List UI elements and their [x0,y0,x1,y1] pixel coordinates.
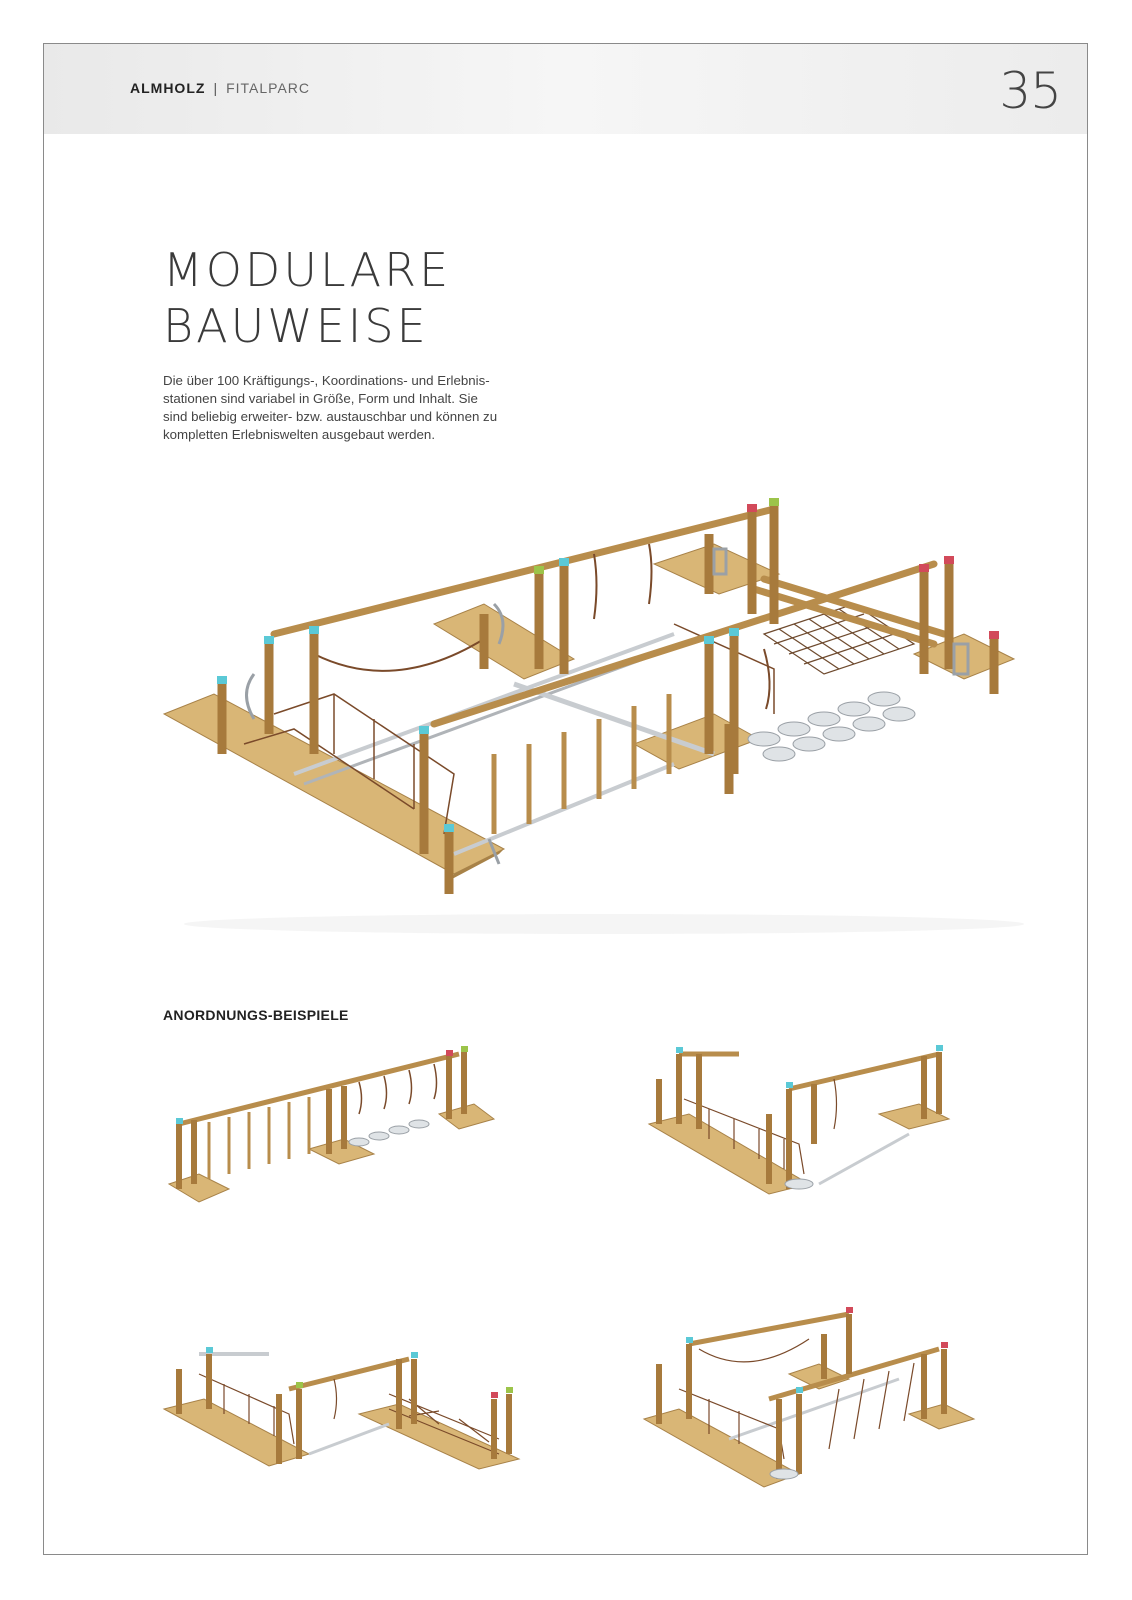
hero-render-image [154,454,1044,954]
page-number: 35 [999,62,1061,120]
arrangement-example-2-icon [639,1044,979,1214]
brand-product: FITALPARC [226,80,311,96]
arrangement-example-4-image [639,1299,979,1499]
brand [130,80,310,96]
arrangement-example-1-icon [159,1044,499,1214]
fitness-park-structure-icon [154,454,1044,954]
page-header [44,44,1087,134]
brand-separator: | [213,80,219,96]
arrangement-example-3-image [159,1314,529,1494]
intro-paragraph [163,372,523,444]
arrangement-example-2-image [639,1044,979,1214]
title-line-1: MODULARE [163,243,452,297]
section-heading: ANORDNUNGS-BEISPIELE [163,1007,349,1023]
intro-line-2: stationen sind variabel in Größe, Form und Inhalt. Sie [163,391,478,406]
intro-line-1: Die über 100 Kräftigungs-, Koordinations- und Erlebnis- [163,373,490,388]
arrangement-example-1-image [159,1044,499,1214]
intro-line-4: kompletten Erlebniswelten ausgebaut werden. [163,427,436,442]
brand-name: ALMHOLZ [130,80,206,96]
arrangement-example-3-icon [159,1314,529,1494]
arrangement-example-4-icon [639,1299,979,1499]
page-title [163,242,451,354]
intro-line-3: sind beliebig erweiter- bzw. austauschbar und können zu [163,409,498,424]
page-frame [43,43,1088,1555]
title-line-2: BAUWEISE [163,299,429,353]
